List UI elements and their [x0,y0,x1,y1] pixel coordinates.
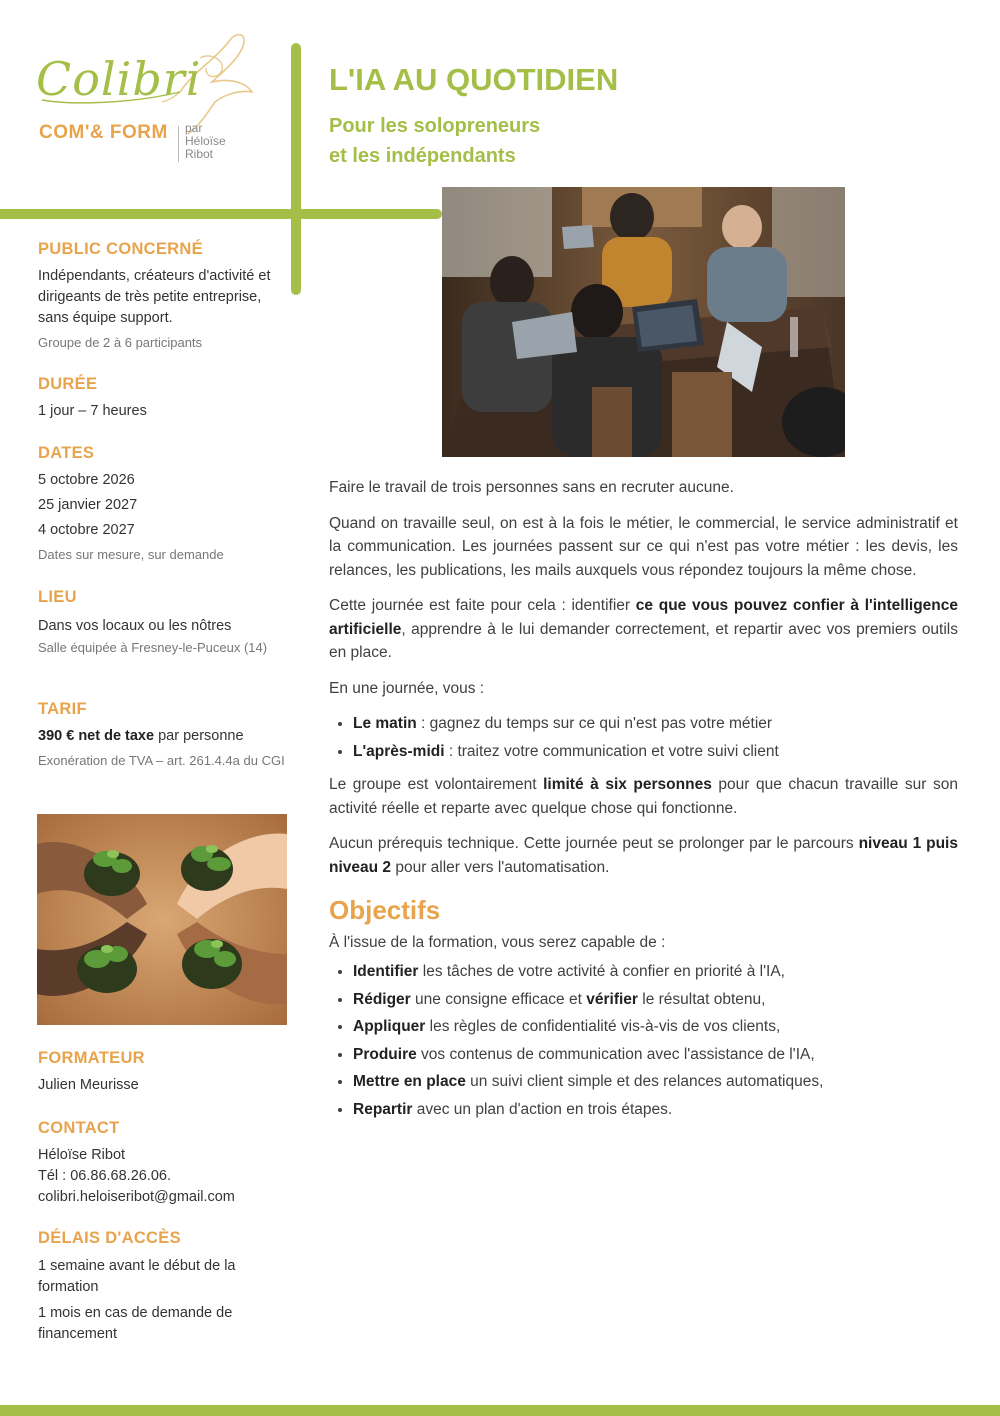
objectif-bold: Appliquer [353,1018,426,1035]
list-item [353,1098,958,1122]
tarif-price-suffix: par personne [154,728,244,744]
context-paragraph: Quand on travaille seul, on est à la fois le métier, le commercial, le service administratif et la communication. Les journées passent sur ce qui n'est pas votre métier : les devis, les relances, les publications, les mails auxquels vous répondez toujours la même chose. [329,514,958,579]
section-public [38,240,288,352]
objectif-rest: une consigne efficace et [410,990,587,1008]
contact-email[interactable]: colibri.heloiseribot@gmail.com [38,1189,235,1205]
objectif-rest-2: le résultat obtenu, [637,990,766,1008]
objectif-bold-2: vérifier [586,990,638,1008]
group-text-c: pour que chacun travaille sur son activité réelle et reparte avec quelque chose qui fonctionne. [329,776,958,817]
logo-author-first: Héloïse [185,134,226,148]
lieu-note: Salle équipée à Fresney-le-Puceux (14) [38,640,268,655]
green-vertical-bar [291,43,301,295]
page-subtitle [329,111,540,171]
list-item [353,1043,958,1067]
date-item: 4 octobre 2027 [38,522,135,538]
colibri-logo [30,30,260,170]
prereq-text-bold: niveau 1 puis niveau 2 [329,835,958,876]
logo-author [185,122,226,161]
formateur-heading: FORMATEUR [38,1049,145,1067]
logo-brand-text: COM'& FORM [39,122,168,143]
logo-author-last: Ribot [185,147,214,161]
day-intro: En une journée, vous : [329,679,485,697]
public-text: Indépendants, créateurs d'activité et dirigeants de très petite entreprise, sans équipe support. [38,268,271,326]
list-item [353,988,958,1012]
purpose-paragraph [329,594,958,665]
subtitle-line-1: Pour les solopreneurs [329,115,541,137]
tarif-heading: TARIF [38,700,87,718]
prereq-text-a: Aucun prérequis technique. Cette journée peut se prolonger par le parcours [329,835,859,852]
dates-heading: DATES [38,444,95,462]
people-working-on-laptops-photo [442,187,845,457]
section-delais [38,1229,288,1345]
list-item [353,960,958,984]
objectif-rest: un suivi client simple et des relances automatiques, [465,1073,824,1090]
objectifs-heading: Objectifs [329,895,441,925]
section-lieu [38,588,288,657]
contact-name: Héloïse Ribot [38,1147,126,1163]
tarif-text [38,726,288,747]
section-tarif [38,700,288,770]
objectif-rest: avec un plan d'action en trois étapes. [412,1100,673,1118]
list-item [353,1015,958,1039]
objectif-bold: Mettre en place [353,1073,466,1090]
date-item: 5 octobre 2026 [38,472,135,488]
formateur-text: Julien Meurisse [38,1077,139,1093]
section-dates [38,444,288,564]
day-item-bold: Le matin [353,715,417,732]
section-formateur [38,1049,288,1096]
logo-separator [178,126,179,162]
subtitle-line-2: et les indépendants [329,145,516,167]
group-text-bold: limité à six personnes [543,776,712,793]
prereq-paragraph [329,832,958,879]
lieu-text: Dans vos locaux ou les nôtres [38,618,232,634]
list-item [353,712,958,736]
delais-item: 1 semaine avant le début de la formation [38,1258,236,1295]
date-item: 25 janvier 2027 [38,497,138,513]
green-horizontal-bar [0,209,442,219]
list-item [353,740,958,764]
contact-phone[interactable]: Tél : 06.86.68.26.06. [38,1168,172,1184]
list-item [353,1070,958,1094]
objectif-bold: Rédiger [353,990,411,1008]
tarif-price: 390 € net de taxe [38,728,155,744]
day-item-rest: : gagnez du temps sur ce qui n'est pas votre métier [416,715,773,732]
group-text-a: Le groupe est volontairement [329,776,544,793]
dates-note: Dates sur mesure, sur demande [38,547,224,562]
tarif-note: Exonération de TVA – art. 261.4.4a du CGI [38,753,285,768]
purpose-text-c: , apprendre à le lui demander correctement, et repartir avec vos premiers outils en place. [329,620,958,661]
delais-heading: DÉLAIS D'ACCÈS [38,1229,181,1247]
logo-script-text: Colibri [36,52,202,106]
objectif-rest: les règles de confidentialité vis-à-vis de vos clients, [425,1018,781,1035]
group-paragraph [329,773,958,820]
day-list [329,712,958,763]
duree-heading: DURÉE [38,375,98,393]
objectifs-intro: À l'issue de la formation, vous serez capable de : [329,933,666,951]
hands-holding-seedlings-photo [37,814,287,1025]
public-note: Groupe de 2 à 6 participants [38,335,203,350]
intro-paragraph: Faire le travail de trois personnes sans en recruter aucune. [329,479,734,496]
public-heading: PUBLIC CONCERNÉ [38,240,203,258]
lieu-heading: LIEU [38,588,77,606]
main-content [329,476,958,1131]
objectif-bold: Identifier [353,963,419,980]
logo-par: par [185,121,203,135]
objectif-rest: les tâches de votre activité à confier en priorité à l'IA, [418,963,785,980]
purpose-text-a: Cette journée est faite pour cela : identifier [329,597,636,614]
day-item-rest: : traitez votre communication et votre suivi client [444,742,779,760]
delais-item: 1 mois en cas de demande de financement [38,1305,233,1342]
contact-heading: CONTACT [38,1119,120,1137]
duree-text: 1 jour – 7 heures [38,403,147,419]
objectif-rest: vos contenus de communication avec l'assistance de l'IA, [416,1045,815,1063]
section-contact [38,1119,288,1208]
purpose-text-bold: ce que vous pouvez confier à l'intelligence artificielle [329,597,958,638]
objectif-bold: Produire [353,1045,417,1063]
green-footer-bar [0,1405,1000,1416]
day-item-bold: L'après-midi [353,742,445,760]
objectifs-list [329,960,958,1121]
objectif-bold: Repartir [353,1100,413,1118]
page-title: L'IA AU QUOTIDIEN [329,62,619,97]
section-duree [38,375,288,422]
prereq-text-c: pour aller vers l'automatisation. [391,858,610,876]
